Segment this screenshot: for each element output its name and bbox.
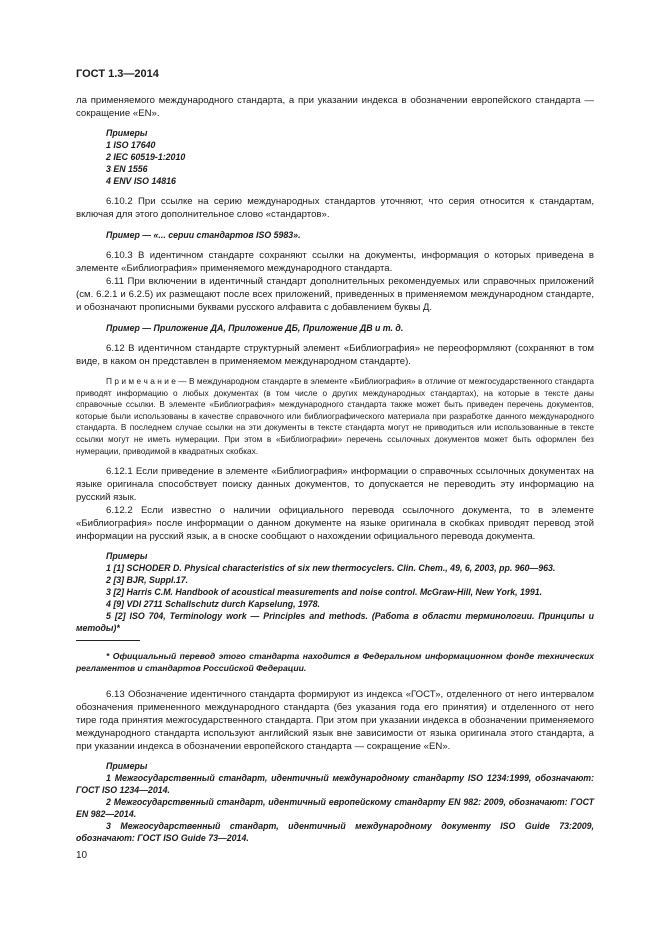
- example-item: 4 [9] VDI 2711 Schallschutz durch Kapselung, 1978.: [106, 599, 320, 610]
- example-single: Пример — Приложение ДА, Приложение ДБ, Приложение ДВ и т. д.: [106, 323, 404, 333]
- footnote-divider: [76, 640, 140, 641]
- page-header: ГОСТ 1.3—2014: [76, 68, 159, 80]
- example-item: 2 IEC 60519-1:2010: [106, 152, 186, 162]
- clause-6-12-1: 6.12.1 Если приведение в элементе «Библиография» информации о справочных ссылочных документах на языке оригинала способствует поиску данных документов, то допускается не переводить эту информацию на русский язык.: [76, 466, 594, 504]
- example-item: 3 [2] Harris C.M. Handbook of acoustical measurements and noise control. McGraw-Hill, New York, 1991.: [106, 587, 543, 598]
- document-body: [76, 94, 594, 844]
- clause-6-12-2: 6.12.2 Если известно о наличии официального перевода ссылочного документа, то в элементе «Библиография» после информации о данном документе на языке оригинала в скобках приводят перевод этой информации на русский язык, а в сноске сообщают о нахождении официального перевода документа.: [76, 505, 594, 543]
- example-single: Пример — «... серии стандартов ISO 5983».: [106, 230, 301, 240]
- note-label: П р и м е ч а н и е —: [106, 376, 187, 386]
- example-item: 1 ISO 17640: [106, 140, 156, 150]
- note-text: В международном стандарте в элементе «Библиография» в отличие от межгосударственного стандарта приводят информацию о любых документах (в том числе о других международных стандартах), на которые в тексте даны справочные ссылки. В элементе «Библиография» международного стандарта также может быть приведен перечень документов, которые были использованы в качестве справочного или библиографического материала при разработке данного международного стандарта. В последнем случае ссылки на эти документы в тексте стандарта могут не приводиться или использованные в тексте ссылки могут не иметь нумерации. При этом в «Библиографии» перечень ссылочных документов может быть оформлен без нумерации, приводимой в квадратных скобках.: [76, 376, 594, 456]
- example-item: 5 [2] ISO 704, Terminology work — Principles and methods. (Работа в области терминологии. Принципы и методы)*: [76, 611, 594, 634]
- examples-heading: Примеры: [106, 128, 148, 138]
- example-item: 3 EN 1556: [106, 164, 148, 174]
- examples-heading: Примеры: [106, 551, 148, 562]
- footnote: * Официальный перевод этого стандарта находится в Федеральном информационном фонде технических регламентов и стандартов Российской Федерации.: [76, 651, 594, 674]
- clause-6-12: 6.12 В идентичном стандарте структурный элемент «Библиография» не переоформляют (сохраняют в том виде, в каком он представлен в применяемом международном стандарте).: [76, 343, 594, 367]
- clause-6-13: 6.13 Обозначение идентичного стандарта формируют из индекса «ГОСТ», отделенного от него интервалом обозначения примененного международного стандарта (без указания года его принятия) и отделенного от него тире года принятия межгосударственного стандарта. При этом при указании индекса в обозначении применяемого международного стандарта используют английский язык вне зависимости от языка оригинала этого стандарта, а при указании индекса в обозначении европейского стандарта — сокращение «EN».: [76, 689, 594, 753]
- example-item: 4 ENV ISO 14816: [106, 176, 176, 186]
- page-number: 10: [76, 850, 88, 861]
- paragraph-continuation: ла применяемого международного стандарта, а при указании индекса в обозначении европейского стандарта — сокращение «EN».: [76, 95, 594, 119]
- example-item: 2 [3] BJR, Suppl.17.: [106, 575, 189, 586]
- example-item: 1 Межгосударственный стандарт, идентичный международному стандарту ISO 1234:1999, обозначают: ГОСТ ISO 1234—2014.: [76, 773, 594, 796]
- example-item: 3 Межгосударственный стандарт, идентичный международному документу ISO Guide 73:2009, обозначают: ГОСТ ISO Guide 73—2014.: [76, 821, 594, 844]
- clause-6-10-3: 6.10.3 В идентичном стандарте сохраняют ссылки на документы, информация о которых приведена в элементе «Библиография» применяемого международного стандарта.: [76, 250, 594, 274]
- note-block: [76, 376, 594, 457]
- examples-heading: Примеры: [106, 761, 148, 772]
- example-item: 2 Межгосударственный стандарт, идентичный европейскому стандарту EN 982: 2009, обозначают: ГОСТ EN 982—2014.: [76, 797, 594, 820]
- clause-6-10-2: 6.10.2 При ссылке на серию международных стандартов уточняют, что серия относится к стандартам, включая для этого дополнительное слово «стандартов».: [76, 196, 594, 220]
- example-item: 1 [1] SCHODER D. Physical characteristics of six new thermocyclers. Clin. Chem., 49, 6, 2003, pp. 960—963.: [106, 563, 556, 574]
- clause-6-11: 6.11 При включении в идентичный стандарт дополнительных рекомендуемых или справочных приложений (см. 6.2.1 и 6.2.5) их размещают после всех приложений, приведенных в применяемом международном стандарте, и обозначают прописными буквами русского алфавита с добавлением буквы Д.: [76, 276, 594, 313]
